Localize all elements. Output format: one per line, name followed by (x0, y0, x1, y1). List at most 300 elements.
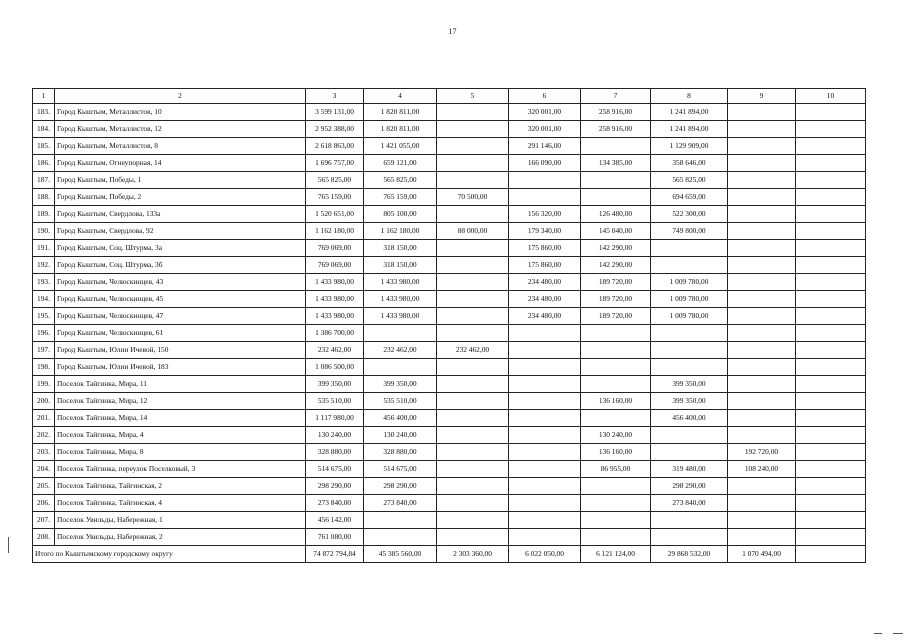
row-value-cell (437, 138, 509, 155)
row-value-cell: 749 800,00 (651, 223, 728, 240)
row-number: 189. (33, 206, 55, 223)
row-value-cell: 1 433 980,00 (306, 291, 364, 308)
row-number: 201. (33, 410, 55, 427)
row-value-cell (796, 155, 866, 172)
row-value-cell: 1 520 651,00 (306, 206, 364, 223)
row-value-cell (437, 257, 509, 274)
row-value-cell (437, 172, 509, 189)
row-value-cell (581, 512, 651, 529)
row-value-cell (437, 359, 509, 376)
row-value-cell (437, 444, 509, 461)
row-number: 188. (33, 189, 55, 206)
row-address: Поселок Тайгинка, Мира, 11 (55, 376, 306, 393)
row-value-cell (728, 376, 796, 393)
row-value-cell: 761 080,00 (306, 529, 364, 546)
row-value-cell (796, 410, 866, 427)
row-number: 197. (33, 342, 55, 359)
row-value-cell: 535 510,00 (364, 393, 437, 410)
total-cell: 1 070 494,00 (728, 546, 796, 563)
row-address: Город Кыштым, Металлистов, 12 (55, 121, 306, 138)
row-value-cell: 2 952 388,00 (306, 121, 364, 138)
row-value-cell (728, 512, 796, 529)
row-address: Город Кыштым, Свердлова, 92 (55, 223, 306, 240)
row-value-cell: 1 433 980,00 (364, 291, 437, 308)
row-value-cell: 88 000,00 (437, 223, 509, 240)
row-value-cell (796, 206, 866, 223)
row-value-cell: 1 129 909,00 (651, 138, 728, 155)
table-row (33, 104, 866, 121)
row-value-cell: 189 720,00 (581, 274, 651, 291)
row-value-cell (796, 138, 866, 155)
row-number: 191. (33, 240, 55, 257)
row-value-cell (437, 376, 509, 393)
row-value-cell (728, 138, 796, 155)
row-value-cell (796, 342, 866, 359)
row-value-cell: 145 040,00 (581, 223, 651, 240)
table-row (33, 376, 866, 393)
row-value-cell (796, 393, 866, 410)
row-value-cell (437, 410, 509, 427)
row-value-cell (364, 512, 437, 529)
table-row (33, 342, 866, 359)
row-value-cell: 166 090,00 (509, 155, 581, 172)
row-value-cell (796, 121, 866, 138)
total-row (33, 546, 866, 563)
table-row (33, 359, 866, 376)
row-value-cell: 70 500,00 (437, 189, 509, 206)
row-value-cell (728, 172, 796, 189)
row-value-cell (581, 410, 651, 427)
row-value-cell (728, 291, 796, 308)
column-header: 6 (509, 89, 581, 104)
row-value-cell (796, 325, 866, 342)
row-value-cell (509, 529, 581, 546)
row-value-cell: 234 480,00 (509, 291, 581, 308)
row-value-cell (581, 138, 651, 155)
row-value-cell: 1 820 811,00 (364, 104, 437, 121)
row-value-cell: 320 001,00 (509, 121, 581, 138)
row-value-cell (509, 393, 581, 410)
row-value-cell (796, 529, 866, 546)
row-value-cell (728, 155, 796, 172)
row-value-cell (437, 121, 509, 138)
row-value-cell (581, 376, 651, 393)
row-value-cell: 136 160,00 (581, 444, 651, 461)
row-value-cell: 399 350,00 (364, 376, 437, 393)
row-value-cell: 399 350,00 (651, 376, 728, 393)
table-row (33, 206, 866, 223)
row-value-cell (728, 240, 796, 257)
row-value-cell: 108 240,00 (728, 461, 796, 478)
row-value-cell (728, 325, 796, 342)
row-number: 202. (33, 427, 55, 444)
row-value-cell (509, 172, 581, 189)
row-value-cell: 234 480,00 (509, 308, 581, 325)
row-value-cell (437, 427, 509, 444)
row-value-cell: 86 955,00 (581, 461, 651, 478)
row-value-cell: 805 100,00 (364, 206, 437, 223)
row-value-cell: 175 860,00 (509, 240, 581, 257)
row-value-cell: 1 820 811,00 (364, 121, 437, 138)
column-header: 4 (364, 89, 437, 104)
row-number: 186. (33, 155, 55, 172)
row-number: 184. (33, 121, 55, 138)
row-value-cell (728, 274, 796, 291)
table-row (33, 189, 866, 206)
row-value-cell (437, 325, 509, 342)
row-value-cell: 456 400,00 (651, 410, 728, 427)
row-value-cell (509, 189, 581, 206)
row-value-cell: 565 825,00 (651, 172, 728, 189)
table-row (33, 393, 866, 410)
row-number: 190. (33, 223, 55, 240)
row-value-cell (728, 478, 796, 495)
table-row (33, 529, 866, 546)
row-value-cell: 1 386 700,00 (306, 325, 364, 342)
row-value-cell (796, 512, 866, 529)
table-row (33, 478, 866, 495)
row-address: Город Кыштым, Соц. Штурма, 3а (55, 240, 306, 257)
row-value-cell (796, 427, 866, 444)
row-value-cell (728, 206, 796, 223)
row-value-cell: 328 880,00 (306, 444, 364, 461)
row-value-cell (796, 495, 866, 512)
table-row (33, 512, 866, 529)
table-row (33, 121, 866, 138)
row-value-cell (651, 444, 728, 461)
row-value-cell: 298 290,00 (364, 478, 437, 495)
row-value-cell (651, 529, 728, 546)
row-value-cell (728, 393, 796, 410)
row-value-cell (581, 189, 651, 206)
row-address: Поселок Тайгинка, Тайгинская, 2 (55, 478, 306, 495)
row-value-cell (728, 121, 796, 138)
column-header: 3 (306, 89, 364, 104)
table-row (33, 325, 866, 342)
row-value-cell: 142 290,00 (581, 240, 651, 257)
header-row (33, 89, 866, 104)
row-value-cell (796, 291, 866, 308)
row-value-cell: 1 009 780,00 (651, 308, 728, 325)
row-value-cell (796, 104, 866, 121)
row-value-cell: 399 350,00 (306, 376, 364, 393)
row-value-cell (437, 291, 509, 308)
row-number: 204. (33, 461, 55, 478)
row-value-cell (796, 240, 866, 257)
row-value-cell: 1 117 980,00 (306, 410, 364, 427)
row-value-cell: 134 385,00 (581, 155, 651, 172)
row-address: Поселок Тайгинка, переулок Поселковый, 3 (55, 461, 306, 478)
row-value-cell: 126 480,00 (581, 206, 651, 223)
row-value-cell (651, 257, 728, 274)
total-label: Итого по Кыштымскому городскому округу (33, 546, 306, 563)
row-address: Поселок Тайгинка, Мира, 14 (55, 410, 306, 427)
row-value-cell: 765 159,00 (364, 189, 437, 206)
row-value-cell: 130 240,00 (306, 427, 364, 444)
row-value-cell (581, 478, 651, 495)
row-address: Город Кыштым, Свердлова, 133а (55, 206, 306, 223)
row-value-cell (796, 359, 866, 376)
row-number: 207. (33, 512, 55, 529)
row-value-cell: 189 720,00 (581, 308, 651, 325)
row-value-cell: 1 433 980,00 (364, 308, 437, 325)
row-address: Поселок Тайгинка, Тайгинская, 4 (55, 495, 306, 512)
row-value-cell: 179 340,00 (509, 223, 581, 240)
row-address: Город Кыштым, Соц. Штурма, 3б (55, 257, 306, 274)
row-address: Город Кыштым, Металлистов, 10 (55, 104, 306, 121)
row-value-cell (437, 274, 509, 291)
total-cell: 6 121 124,00 (581, 546, 651, 563)
column-header: 2 (55, 89, 306, 104)
row-value-cell (651, 240, 728, 257)
row-address: Город Кыштым, Огнеупорная, 14 (55, 155, 306, 172)
row-value-cell: 694 659,00 (651, 189, 728, 206)
table-row (33, 410, 866, 427)
table-body (33, 104, 866, 546)
row-value-cell (796, 444, 866, 461)
table-row (33, 274, 866, 291)
row-value-cell: 130 240,00 (364, 427, 437, 444)
scan-margin-mark (874, 633, 882, 634)
row-number: 196. (33, 325, 55, 342)
row-value-cell (509, 444, 581, 461)
row-value-cell: 273 840,00 (306, 495, 364, 512)
row-value-cell: 769 069,00 (306, 257, 364, 274)
row-value-cell: 514 675,00 (364, 461, 437, 478)
row-value-cell: 1 433 980,00 (306, 274, 364, 291)
row-value-cell: 1 433 980,00 (306, 308, 364, 325)
total-cell: 6 022 050,00 (509, 546, 581, 563)
table-row (33, 291, 866, 308)
row-value-cell: 514 675,00 (306, 461, 364, 478)
row-value-cell (437, 478, 509, 495)
row-value-cell: 319 480,00 (651, 461, 728, 478)
row-value-cell (581, 359, 651, 376)
row-value-cell: 565 825,00 (306, 172, 364, 189)
row-value-cell: 328 880,00 (364, 444, 437, 461)
column-header: 1 (33, 89, 55, 104)
row-value-cell: 142 290,00 (581, 257, 651, 274)
total-cell: 45 385 560,00 (364, 546, 437, 563)
row-value-cell (509, 376, 581, 393)
table-row (33, 495, 866, 512)
row-value-cell: 273 840,00 (651, 495, 728, 512)
row-address: Поселок Тайгинка, Мира, 4 (55, 427, 306, 444)
row-value-cell: 318 150,00 (364, 240, 437, 257)
table-row (33, 461, 866, 478)
row-value-cell (364, 529, 437, 546)
row-value-cell (728, 342, 796, 359)
row-number: 194. (33, 291, 55, 308)
row-address: Поселок Тайгинка, Мира, 12 (55, 393, 306, 410)
column-header: 8 (651, 89, 728, 104)
row-address: Город Кыштым, Юлии Ичевой, 150 (55, 342, 306, 359)
row-value-cell: 659 121,00 (364, 155, 437, 172)
row-value-cell: 298 290,00 (651, 478, 728, 495)
row-value-cell (437, 512, 509, 529)
scan-margin-mark (893, 633, 903, 634)
row-value-cell (437, 104, 509, 121)
row-value-cell: 765 159,00 (306, 189, 364, 206)
row-value-cell: 3 599 131,00 (306, 104, 364, 121)
row-value-cell: 175 860,00 (509, 257, 581, 274)
row-address: Город Кыштым, Победы, 1 (55, 172, 306, 189)
row-value-cell (796, 189, 866, 206)
row-value-cell: 522 300,00 (651, 206, 728, 223)
row-value-cell: 769 069,00 (306, 240, 364, 257)
row-number: 187. (33, 172, 55, 189)
row-value-cell (509, 495, 581, 512)
row-value-cell: 399 350,00 (651, 393, 728, 410)
row-value-cell (581, 495, 651, 512)
row-value-cell (437, 461, 509, 478)
row-value-cell: 189 720,00 (581, 291, 651, 308)
row-value-cell (364, 359, 437, 376)
total-cell (796, 546, 866, 563)
row-address: Поселок Увильды, Набережная, 2 (55, 529, 306, 546)
total-cell: 74 872 794,84 (306, 546, 364, 563)
table-row (33, 308, 866, 325)
row-value-cell (796, 172, 866, 189)
row-value-cell (796, 376, 866, 393)
row-value-cell: 358 646,00 (651, 155, 728, 172)
row-value-cell (437, 155, 509, 172)
column-header: 7 (581, 89, 651, 104)
row-value-cell: 1 009 780,00 (651, 291, 728, 308)
row-address: Поселок Увильды, Набережная, 1 (55, 512, 306, 529)
row-value-cell (509, 359, 581, 376)
row-value-cell: 535 510,00 (306, 393, 364, 410)
total-cell: 29 868 532,00 (651, 546, 728, 563)
row-value-cell: 1 433 980,00 (364, 274, 437, 291)
table-row (33, 240, 866, 257)
row-value-cell (796, 274, 866, 291)
row-value-cell (796, 308, 866, 325)
row-number: 192. (33, 257, 55, 274)
row-value-cell: 318 150,00 (364, 257, 437, 274)
row-address: Город Кыштым, Победы, 2 (55, 189, 306, 206)
row-value-cell: 130 240,00 (581, 427, 651, 444)
page-number: 17 (448, 27, 457, 36)
row-address: Город Кыштым, Челюскинцев, 61 (55, 325, 306, 342)
row-value-cell (581, 529, 651, 546)
table-row (33, 223, 866, 240)
row-value-cell: 232 462,00 (437, 342, 509, 359)
row-number: 200. (33, 393, 55, 410)
row-value-cell (728, 308, 796, 325)
row-value-cell (651, 512, 728, 529)
row-value-cell: 298 290,00 (306, 478, 364, 495)
row-value-cell: 1 241 894,00 (651, 104, 728, 121)
row-value-cell (728, 427, 796, 444)
row-value-cell: 1 009 780,00 (651, 274, 728, 291)
row-value-cell (728, 223, 796, 240)
row-value-cell: 565 825,00 (364, 172, 437, 189)
row-number: 183. (33, 104, 55, 121)
row-number: 208. (33, 529, 55, 546)
row-address: Город Кыштым, Челюскинцев, 45 (55, 291, 306, 308)
row-value-cell (796, 478, 866, 495)
row-value-cell: 234 480,00 (509, 274, 581, 291)
row-value-cell (581, 325, 651, 342)
table-row (33, 138, 866, 155)
row-value-cell (728, 257, 796, 274)
row-value-cell (437, 495, 509, 512)
row-value-cell (581, 172, 651, 189)
row-value-cell: 1 162 180,00 (364, 223, 437, 240)
row-value-cell: 192 720,00 (728, 444, 796, 461)
row-value-cell (728, 104, 796, 121)
row-value-cell: 1 086 500,00 (306, 359, 364, 376)
row-value-cell (796, 257, 866, 274)
table-row (33, 444, 866, 461)
table-row (33, 257, 866, 274)
row-value-cell: 1 162 180,00 (306, 223, 364, 240)
row-value-cell (728, 189, 796, 206)
row-value-cell (581, 342, 651, 359)
row-value-cell (437, 206, 509, 223)
row-number: 195. (33, 308, 55, 325)
row-value-cell (364, 325, 437, 342)
row-value-cell (509, 512, 581, 529)
row-value-cell (651, 427, 728, 444)
funding-table (32, 88, 866, 563)
row-value-cell: 1 421 055,00 (364, 138, 437, 155)
row-value-cell: 136 160,00 (581, 393, 651, 410)
row-value-cell (509, 427, 581, 444)
row-value-cell (437, 240, 509, 257)
row-value-cell: 1 696 757,00 (306, 155, 364, 172)
row-value-cell: 232 462,00 (306, 342, 364, 359)
row-value-cell (728, 410, 796, 427)
row-value-cell: 258 916,00 (581, 104, 651, 121)
row-value-cell (509, 461, 581, 478)
total-cell: 2 303 360,00 (437, 546, 509, 563)
column-header: 10 (796, 89, 866, 104)
row-value-cell (796, 461, 866, 478)
row-value-cell (651, 359, 728, 376)
row-value-cell (509, 342, 581, 359)
row-value-cell (509, 410, 581, 427)
row-value-cell: 1 241 894,00 (651, 121, 728, 138)
table-row (33, 172, 866, 189)
row-number: 185. (33, 138, 55, 155)
table-row (33, 155, 866, 172)
row-address: Поселок Тайгинка, Мира, 8 (55, 444, 306, 461)
row-value-cell: 456 142,00 (306, 512, 364, 529)
row-value-cell: 2 618 863,00 (306, 138, 364, 155)
row-value-cell (437, 529, 509, 546)
row-number: 203. (33, 444, 55, 461)
row-value-cell (651, 342, 728, 359)
row-number: 205. (33, 478, 55, 495)
row-address: Город Кыштым, Металлистов, 8 (55, 138, 306, 155)
scan-margin-mark (8, 537, 9, 553)
row-value-cell (437, 393, 509, 410)
row-address: Город Кыштым, Челюскинцев, 43 (55, 274, 306, 291)
row-number: 198. (33, 359, 55, 376)
column-header: 9 (728, 89, 796, 104)
row-address: Город Кыштым, Челюскинцев, 47 (55, 308, 306, 325)
row-value-cell (651, 325, 728, 342)
row-number: 206. (33, 495, 55, 512)
row-value-cell: 258 916,00 (581, 121, 651, 138)
row-value-cell: 456 400,00 (364, 410, 437, 427)
row-value-cell (509, 478, 581, 495)
row-value-cell: 273 840,00 (364, 495, 437, 512)
row-value-cell: 320 001,00 (509, 104, 581, 121)
row-value-cell: 156 320,00 (509, 206, 581, 223)
